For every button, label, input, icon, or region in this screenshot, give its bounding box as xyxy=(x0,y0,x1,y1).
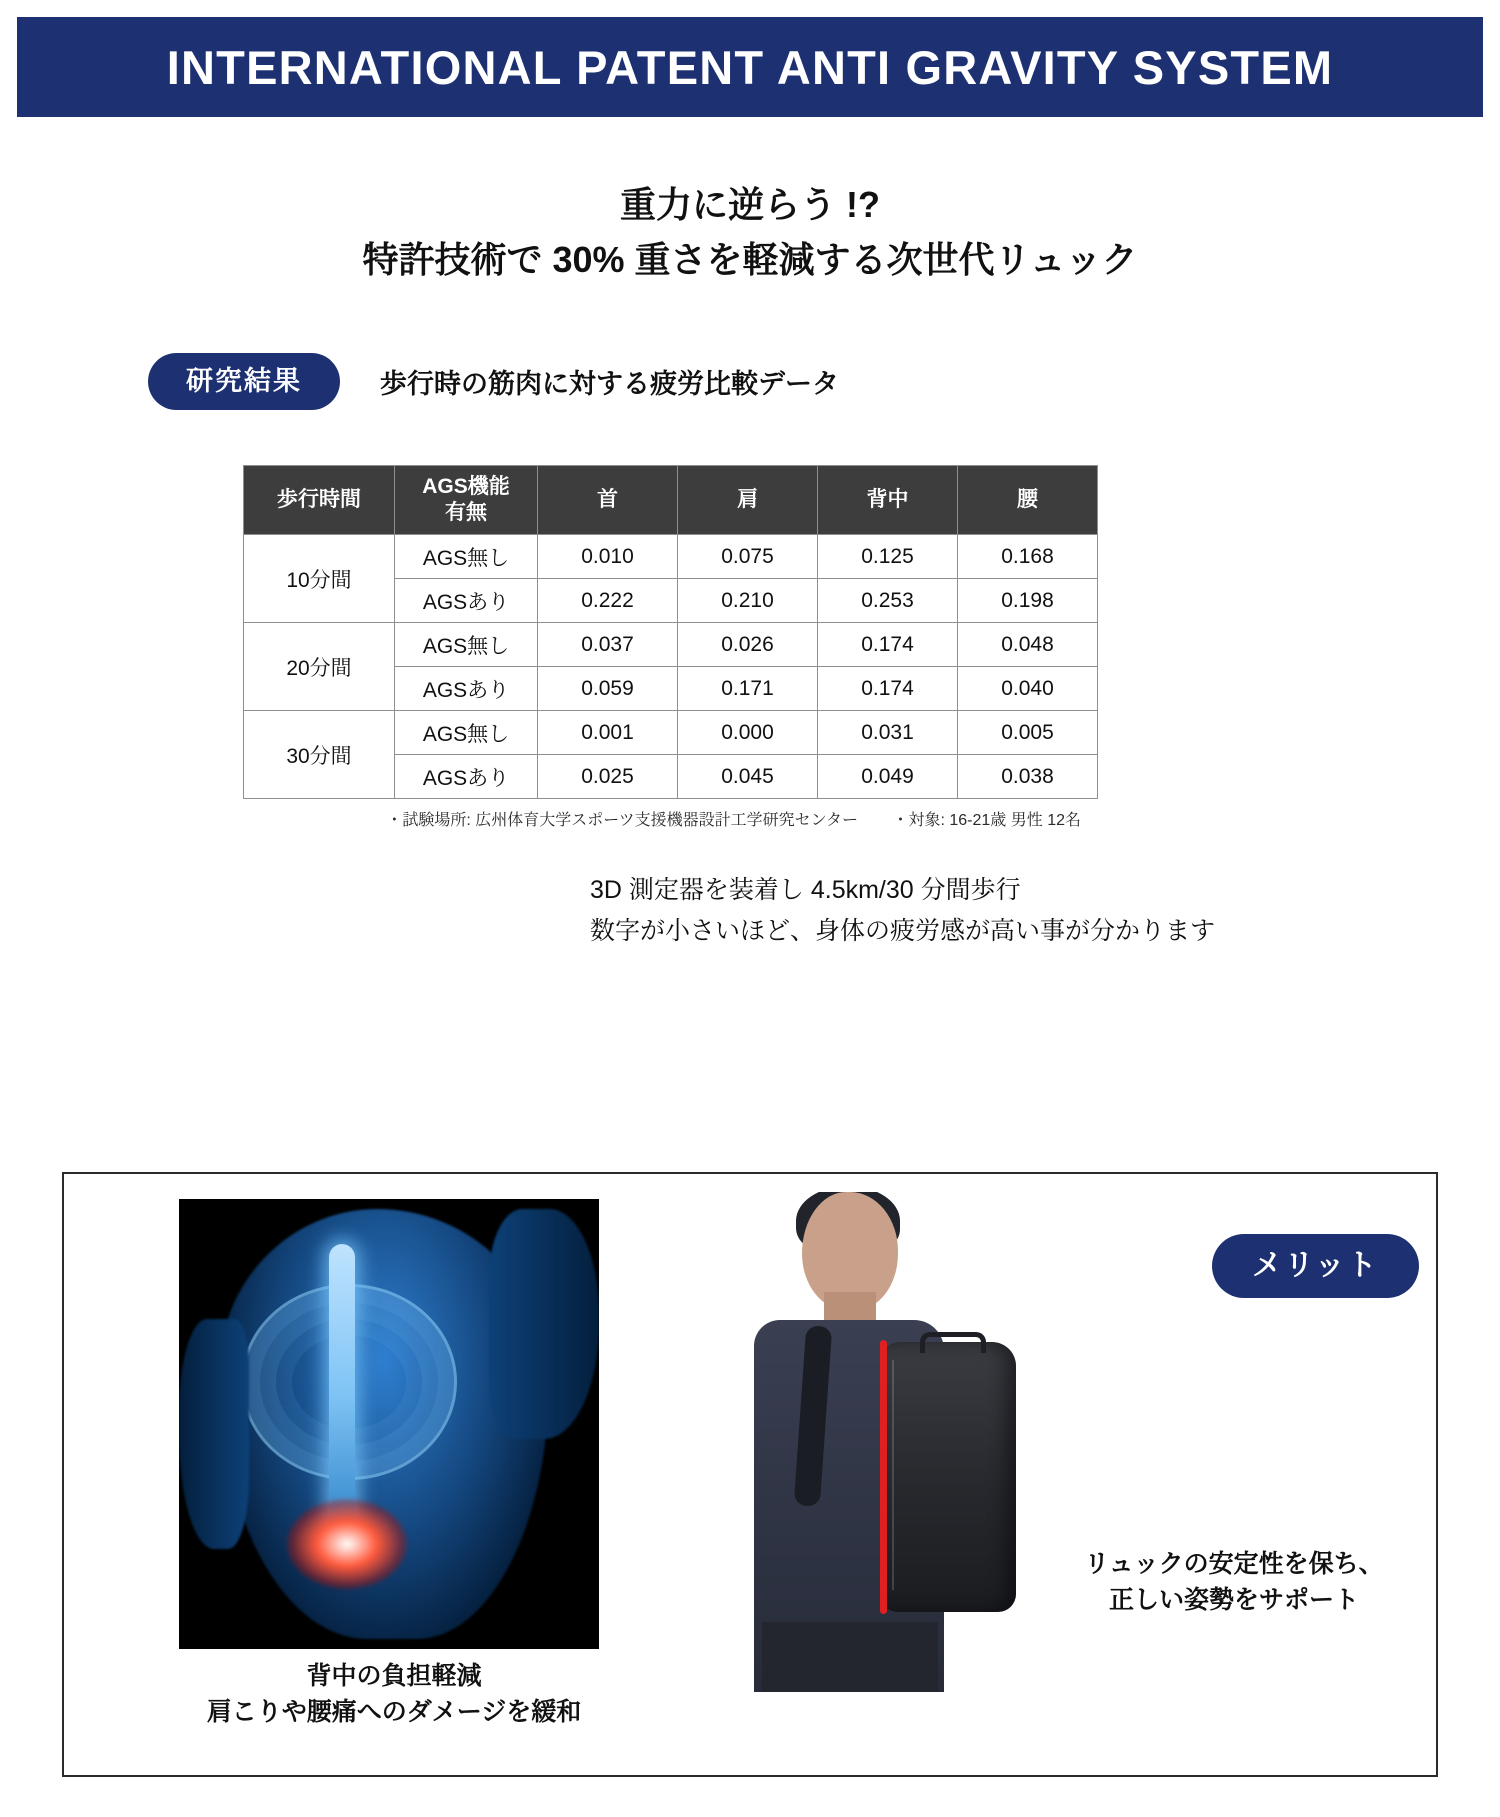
fatigue-table-wrapper xyxy=(0,465,1500,799)
table-body xyxy=(244,535,1098,799)
column-header-shoulder: 肩 xyxy=(678,466,818,535)
column-header-ags-line2: 有無 xyxy=(445,501,487,525)
table-row xyxy=(244,623,1098,667)
description-line-2: 数字が小さいほど、身体の疲労感が高い事が分かります xyxy=(590,916,1216,945)
right-arm-shape xyxy=(489,1209,599,1439)
cell-value: 0.174 xyxy=(818,623,958,667)
column-header-ags xyxy=(395,466,538,535)
backpack-wearer-photo xyxy=(684,1192,1044,1692)
cell-value: 0.253 xyxy=(818,579,958,623)
measurement-description xyxy=(0,870,1500,951)
cell-time-20: 20分間 xyxy=(244,623,395,711)
research-caption: 歩行時の筋肉に対する疲労比較データ xyxy=(380,369,839,400)
description-line-1: 3D 測定器を装着し 4.5km/30 分間歩行 xyxy=(590,876,1021,905)
cell-ags-30-none: AGS無し xyxy=(395,711,538,755)
footnote-location: ・試験場所: 広州体育大学スポーツ支援機器設計工学研究センター xyxy=(386,812,859,830)
table-row xyxy=(244,711,1098,755)
cell-ags-30-with: AGSあり xyxy=(395,755,538,799)
cell-value: 0.031 xyxy=(818,711,958,755)
cell-value: 0.048 xyxy=(958,623,1098,667)
legs-shape xyxy=(762,1622,938,1692)
table-row xyxy=(244,535,1098,579)
cell-value: 0.010 xyxy=(538,535,678,579)
cell-value: 0.210 xyxy=(678,579,818,623)
backpack-seam xyxy=(892,1360,894,1590)
cell-value: 0.037 xyxy=(538,623,678,667)
backpack-shape xyxy=(880,1342,1016,1612)
cell-time-10: 10分間 xyxy=(244,535,395,623)
headline-line-2: 特許技術で 30% 重さを軽減する次世代リュック xyxy=(362,239,1138,281)
table-header-row xyxy=(244,466,1098,535)
table-head xyxy=(244,466,1098,535)
left-arm-shape xyxy=(179,1319,249,1549)
column-header-back: 背中 xyxy=(818,466,958,535)
lower-back-pain-highlight xyxy=(287,1499,407,1589)
left-caption-line-1: 背中の負担軽減 xyxy=(306,1662,482,1690)
cell-value: 0.005 xyxy=(958,711,1098,755)
cell-value: 0.222 xyxy=(538,579,678,623)
cell-value: 0.075 xyxy=(678,535,818,579)
column-header-waist: 腰 xyxy=(958,466,1098,535)
merit-panel xyxy=(62,1172,1438,1777)
column-header-walking-time: 歩行時間 xyxy=(244,466,395,535)
posture-alignment-line xyxy=(880,1340,887,1614)
table-footnotes xyxy=(243,807,1081,830)
cell-value: 0.059 xyxy=(538,667,678,711)
banner-title: INTERNATIONAL PATENT ANTI GRAVITY SYSTEM xyxy=(166,40,1334,94)
footnote-subjects: ・対象: 16-21歳 男性 12名 xyxy=(892,812,1081,830)
cell-value: 0.001 xyxy=(538,711,678,755)
research-header-row xyxy=(0,353,1500,410)
left-caption-line-2: 肩こりや腰痛へのダメージを緩和 xyxy=(206,1697,582,1726)
cell-ags-20-with: AGSあり xyxy=(395,667,538,711)
cell-value: 0.171 xyxy=(678,667,818,711)
cell-value: 0.038 xyxy=(958,755,1098,799)
cell-value: 0.198 xyxy=(958,579,1098,623)
header-banner xyxy=(17,17,1483,117)
headline-line-1: 重力に逆らう !? xyxy=(620,184,880,225)
page-headline xyxy=(0,179,1500,285)
left-photo-caption xyxy=(134,1659,654,1730)
right-caption-line-1: リュックの安定性を保ち、 xyxy=(1084,1550,1384,1578)
cell-value: 0.125 xyxy=(818,535,958,579)
right-photo-caption xyxy=(1054,1546,1414,1619)
column-header-neck: 首 xyxy=(538,466,678,535)
fatigue-comparison-table xyxy=(243,465,1098,799)
backpack-handle xyxy=(920,1332,986,1353)
cell-value: 0.168 xyxy=(958,535,1098,579)
cell-ags-10-with: AGSあり xyxy=(395,579,538,623)
cell-ags-10-none: AGS無し xyxy=(395,535,538,579)
cell-time-30: 30分間 xyxy=(244,711,395,799)
cell-value: 0.045 xyxy=(678,755,818,799)
cell-value: 0.049 xyxy=(818,755,958,799)
cell-value: 0.174 xyxy=(818,667,958,711)
spine-medical-image xyxy=(179,1199,599,1649)
cell-value: 0.026 xyxy=(678,623,818,667)
merit-badge: メリット xyxy=(1212,1234,1419,1298)
cell-value: 0.025 xyxy=(538,755,678,799)
cell-value: 0.040 xyxy=(958,667,1098,711)
research-result-badge: 研究結果 xyxy=(148,353,340,410)
cell-value: 0.000 xyxy=(678,711,818,755)
cell-ags-20-none: AGS無し xyxy=(395,623,538,667)
right-caption-line-2: 正しい姿勢をサポート xyxy=(1108,1586,1359,1615)
column-header-ags-line1: AGS機能 xyxy=(422,474,510,498)
